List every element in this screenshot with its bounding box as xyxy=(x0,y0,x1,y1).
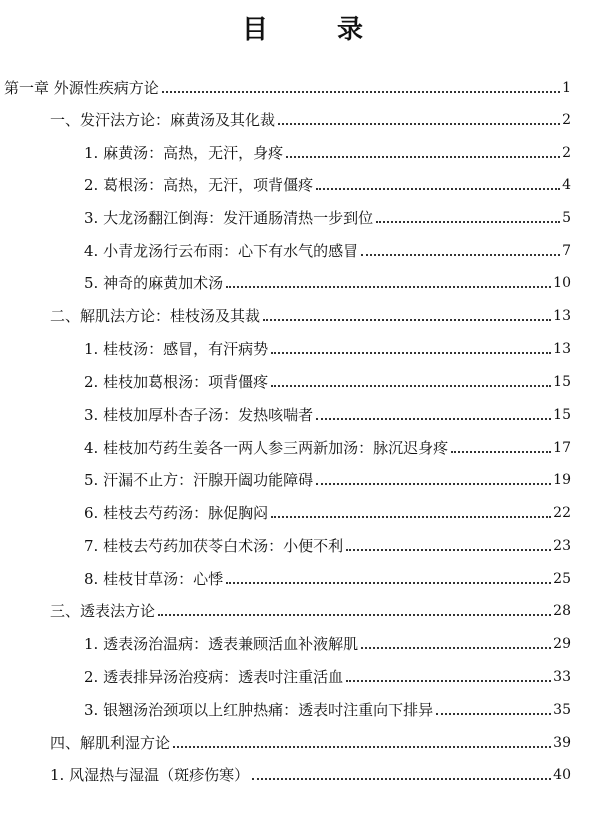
toc-entry-label: 1. 桂枝汤：感冒，有汗病势 xyxy=(84,340,269,358)
toc-entry-section-1[interactable] xyxy=(50,104,571,130)
dot-leader xyxy=(316,188,560,190)
toc-entry-page: 29 xyxy=(553,636,571,652)
dot-leader xyxy=(271,352,551,354)
toc-entry-section-2[interactable] xyxy=(50,300,571,326)
toc-entry-page: 28 xyxy=(553,603,571,619)
toc-entry-section-4[interactable] xyxy=(50,727,571,753)
toc-entry-item[interactable] xyxy=(84,497,571,523)
toc-entry-label: 5. 汗漏不止方：汗腺开阖功能障碍 xyxy=(84,471,314,489)
toc-entry-page: 7 xyxy=(562,243,571,259)
toc-entry-item[interactable] xyxy=(84,432,571,458)
dot-leader xyxy=(263,319,551,321)
dot-leader xyxy=(173,746,551,748)
toc-entry-label: 4. 小青龙汤行云布雨：心下有水气的感冒 xyxy=(84,242,359,260)
dot-leader xyxy=(271,516,551,518)
dot-leader xyxy=(158,614,551,616)
toc-entry-page: 15 xyxy=(553,407,571,423)
dot-leader xyxy=(376,221,560,223)
toc-entry-page: 17 xyxy=(553,440,571,456)
dot-leader xyxy=(346,680,551,682)
toc-entry-item[interactable] xyxy=(84,661,571,687)
page-title: 目 录 xyxy=(241,15,394,45)
dot-leader xyxy=(286,156,560,158)
dot-leader xyxy=(361,254,560,256)
dot-leader xyxy=(271,385,551,387)
dot-leader xyxy=(316,418,551,420)
dot-leader xyxy=(436,713,551,715)
toc-entry-label: 3. 银翘汤治颈项以上红肿热痛：透表吋注重向下排异 xyxy=(84,701,434,719)
toc-entry-item[interactable] xyxy=(84,202,571,228)
toc-entry-item[interactable] xyxy=(84,563,571,589)
toc-entry-page: 22 xyxy=(553,505,571,521)
toc-entry-label: 一、发汗法方论：麻黄汤及其化裁 xyxy=(50,111,276,129)
toc-entry-page: 33 xyxy=(553,669,571,685)
toc-entry-page: 35 xyxy=(553,702,571,718)
toc-entry-page: 2 xyxy=(562,112,571,128)
toc-entry-label: 6. 桂枝去芍药汤：脉促胸闷 xyxy=(84,504,269,522)
toc-entry-label: 二、解肌法方论：桂枝汤及其裁 xyxy=(50,307,261,325)
toc-entry-label: 第一章 外源性疾病方论 xyxy=(4,79,159,97)
toc-entry-page: 15 xyxy=(553,374,571,390)
toc-entry-item[interactable] xyxy=(84,169,571,195)
toc-entry-chapter-1[interactable] xyxy=(4,72,571,98)
toc-entry-label: 3. 桂枝加厚朴杏子汤：发热咳喘者 xyxy=(84,406,314,424)
dot-leader xyxy=(226,286,551,288)
dot-leader xyxy=(252,778,551,780)
toc-entry-page: 13 xyxy=(553,308,571,324)
toc-entry-label: 三、透表法方论 xyxy=(50,602,156,620)
toc-entry-label: 1. 风湿热与湿温（斑疹伤寒） xyxy=(50,766,250,784)
toc-entry-page: 23 xyxy=(553,538,571,554)
toc-entry-item[interactable] xyxy=(84,694,571,720)
toc-entry-page: 13 xyxy=(553,341,571,357)
toc-entry-section-3[interactable] xyxy=(50,595,571,621)
dot-leader xyxy=(162,91,560,93)
dot-leader xyxy=(278,123,560,125)
dot-leader xyxy=(346,549,551,551)
toc-entry-label: 7. 桂枝去芍药加茯苓白术汤：小便不利 xyxy=(84,537,344,555)
toc-entry-item[interactable] xyxy=(84,399,571,425)
toc-entry-label: 2. 桂枝加葛根汤：项背僵疼 xyxy=(84,373,269,391)
toc-entry-page: 10 xyxy=(553,275,571,291)
toc-entry-page: 39 xyxy=(553,735,571,751)
toc-entry-item[interactable] xyxy=(84,267,571,293)
toc-entry-item[interactable] xyxy=(84,530,571,556)
toc-entry-page: 1 xyxy=(562,80,571,96)
dot-leader xyxy=(316,483,551,485)
toc-entry-page: 19 xyxy=(553,472,571,488)
toc-entry-label: 8. 桂枝甘草汤：心悸 xyxy=(84,570,224,588)
dot-leader xyxy=(451,451,551,453)
toc-entry-label: 5. 神奇的麻黄加术汤 xyxy=(84,274,224,292)
toc-entry-page: 5 xyxy=(562,210,571,226)
toc-entry-label: 2. 葛根汤：高热，无汗，项背僵疼 xyxy=(84,176,314,194)
toc-entry-item[interactable] xyxy=(84,235,571,261)
toc-entry-label: 1. 透表汤治温病：透表兼顾活血补液解肌 xyxy=(84,635,359,653)
toc-entry-label: 3. 大龙汤翻江倒海：发汗通肠清热一步到位 xyxy=(84,209,374,227)
toc-entry-item[interactable] xyxy=(84,464,571,490)
toc-entry-item[interactable] xyxy=(84,137,571,163)
toc-entry-item[interactable] xyxy=(50,759,571,785)
toc-entry-item[interactable] xyxy=(84,333,571,359)
dot-leader xyxy=(361,647,551,649)
dot-leader xyxy=(226,582,551,584)
toc-entry-label: 四、解肌利湿方论 xyxy=(50,734,171,752)
toc-entry-page: 40 xyxy=(553,767,571,783)
toc-entry-label: 1. 麻黄汤：高热，无汗，身疼 xyxy=(84,144,284,162)
toc-entry-item[interactable] xyxy=(84,628,571,654)
toc-entry-page: 2 xyxy=(562,145,571,161)
toc-entry-label: 2. 透表排异汤治疫病：透表吋注重活血 xyxy=(84,668,344,686)
toc-entry-item[interactable] xyxy=(84,366,571,392)
toc-entry-page: 4 xyxy=(562,177,571,193)
toc-entry-page: 25 xyxy=(553,571,571,587)
toc-entry-label: 4. 桂枝加芍药生姜各一两人参三两新加汤：脉沉迟身疼 xyxy=(84,439,449,457)
